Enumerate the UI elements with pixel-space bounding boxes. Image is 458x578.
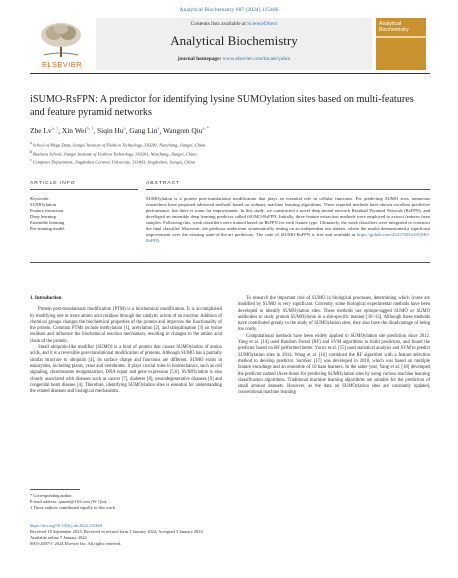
online-line: Available online 7 January 2024 [30,535,87,540]
publisher-logo-block [30,18,92,70]
author[interactable]: Zhe Lv$^{a, 1}$ [30,126,59,136]
masthead-rule [30,73,430,74]
keyword: SUMOylation [30,202,57,207]
footnote-rule [30,489,80,490]
keywords-label: Keywords: [30,196,50,201]
publication-info [30,523,330,547]
affiliation: $^b$ Business School, Jiangxi Institute of Fashion Technology, 330201, Nanchang, Jiangxi, China [30,149,197,157]
journal-masthead [30,18,430,70]
footnote: 1 These authors contributed equally to this work. [30,505,117,510]
author[interactable]: Gang Lin$^a$ [129,126,160,136]
section-heading: 1. Introduction [30,296,62,301]
paragraph: Small ubiquitin-like modifier (SUMO) is a kind of protein that causes SUMOylation of amino acids, and it is a reversible post-translational modification of proteins. Although SUMO has a partially similar structure to ubiquitin [4], its surface charge and functions are different. SUMO exists in eukaryotes, including plants, yeast and vertebrates. It plays crucial roles in biomechanics, such as cell signaling, chromosome reorganization, DNA repair and gene expression [5,6]. SUMOylation is also closely associated with diseases such as cancer [7], diabetes [8], neurodegenerative diseases [9] and congenital heart disease [4]. Therefore, identifying SUMOylation sites is essential for understanding the related diseases and biological mechanisms. [30,345,222,395]
homepage-prefix: journal homepage: [177,56,223,62]
keyword: Pre-training model [30,226,65,231]
running-citation[interactable]: Analytical Biochemistry 687 (2024) 115460 [179,7,279,13]
contents-line [96,21,372,27]
left-column [30,296,222,395]
footnotes [30,493,230,511]
keyword: Feature extraction [30,208,64,213]
paragraph: To research the important role of SUMO in biological processes, determining which lysine are modified by SUMO is very significant. Currently, some biological experimental methods have been developed to identify SUMOylation sites. These methods use epitope-tagged SUMO or SUMO antibodies to study protein SUMOylome in a site-specific manner [10–13]. Although these methods have contributed greatly to the study of SUMOylation sites, they also have the disadvantage of being too costly. [238,296,430,333]
affiliation-list [30,140,430,166]
affiliation: $^c$ Computer Department, Jingdezhen Ceramic University, 333403, Jingdezhen, Jiangxi, China [30,158,196,165]
contents-prefix: Contents lists available at [190,21,248,27]
abstract-text: SUMOylation is a protein post-translational modification that plays an essential role in cellular functions. For predicting SUMO sites, numerous researchers have proposed advanced methods based on ordinary machine learning algorithms. These reported methods have shown excellent predictive performance, but there is room for improvement. In this study, we constructed a novel deep neural network Residual Pyramid Network (RsFPN), and developed an ensemble deep learning predictor called iSUMO-RsFPN. Initially, three feature extraction methods were employed to extract features from samples. Following this, weak classifiers were trained based on RsFPN for each feature type. Ultimately, the weak classifiers were integrated to construct the final classifier. Moreover, the predictor underwent systematically testing on an independent test dataset, where the results demonstrated a significant improvement over the existing state-of-the-art predictors. The code of iSUMO-RsFPN is free and available at https://github.com/454170054/iSUMO-RsFPN. [146,196,430,243]
paragraph: Protein post-translational modification (PTM) is a biochemical modification. It is accomplished by modifying one or more amino acid residues through the catalytic action of an enzyme. Addition of chemical groups changes the biochemical properties of the protein and improves the functionality of the protein. Common PTMs include methylation [1], acetylation [2], and ubiquitination [3] on lysine residues and influence the biochemical reaction mechanism, resulting in changes to the amino acid chain of the protein. [30,307,222,344]
author-list: Zhe Lv$^{a, 1}$, Xin Wei$^{b, 1}$, Siqin Hu$^a$, Gang Lin$^a$, Wangren Qiu$^{a, *}$ [30,126,210,136]
author[interactable]: Siqin Hu$^a$ [97,126,126,136]
abstract-rule [146,189,430,190]
abstract-heading: ABSTRACT [146,181,181,186]
author[interactable]: Wangren Qiu$^{a, *}$ [163,126,210,136]
doi-link[interactable]: https://doi.org/10.1016/j.ab.2024.115460 [30,523,102,528]
keyword: Ensemble learning [30,220,65,225]
homepage-line [96,56,372,62]
cover-title: Analytical Biochemistry [379,21,409,33]
history-line: Received 18 September 2023; Received in revised form 2 January 2024; Accepted 3 January 2024 [30,529,203,534]
keyword: Deep learning [30,214,56,219]
cover-strip [376,36,426,38]
article-info-rule [30,189,138,190]
footnote: E-mail address: qiuone@163.com (W. Qiu). [30,499,108,504]
sciencedirect-link[interactable]: ScienceDirect [247,21,278,27]
journal-cover-thumbnail[interactable] [376,18,426,70]
author[interactable]: Xin Wei$^{b, 1}$ [61,126,94,136]
code-link[interactable]: https://github.com/454170054/iSUMO-RsFPN [146,232,430,243]
paragraph: Computational methods have been widely applied to SUMOylation site prediction since 2012. Yang et al. [14] used Random Forest (RF) and SVM algorithms to build predictors, and found the predictor based on RF performed better. Yavuz et al. [15] used statistical analysis and SVM to predict SUMOylation sites in 2014. Wang et al. [16] combined the RF algorithm with a feature selection method to develop predictor. SumSec [17] was developed in 2018, which was based on multiple feature encodings and an ensemble of 10 base learners. In the same year, Yang et al. [18] developed the predictor named iAcet-Sumo for predicting SUMOylation sites by using various machine learning classification algorithms. Traditional machine learning algorithms are suitable for the prediction of small amount datasets. However, as the data on SUMOylation sites are constantly updated, conventional machine learning [238,333,430,396]
homepage-link[interactable]: www.elsevier.com/locate/yabio [222,56,291,62]
publisher-name: ELSEVIER [42,60,82,69]
abstract-bottom-rule [30,262,430,263]
copyright-line: 0003-2697/© 2024 Elsevier Inc. All rights reserved. [30,541,122,546]
article-title: iSUMO-RsFPN: A predictor for identifying lysine SUMOylation sites based on multi-features and feature pyramid networks [30,94,414,118]
article-info-heading: ARTICLE INFO [30,181,76,186]
journal-banner [96,18,372,70]
elsevier-tree-logo [36,21,86,59]
right-column [238,296,430,397]
journal-title: Analytical Biochemistry [170,33,298,48]
affiliation: $^a$ School of Mega Data, Jiangxi Institute of Fashion Technology, 330201, Nanchang, Jiangxi, China [30,141,206,148]
keywords-block [30,196,120,232]
footnote: * Corresponding author. [30,493,73,498]
